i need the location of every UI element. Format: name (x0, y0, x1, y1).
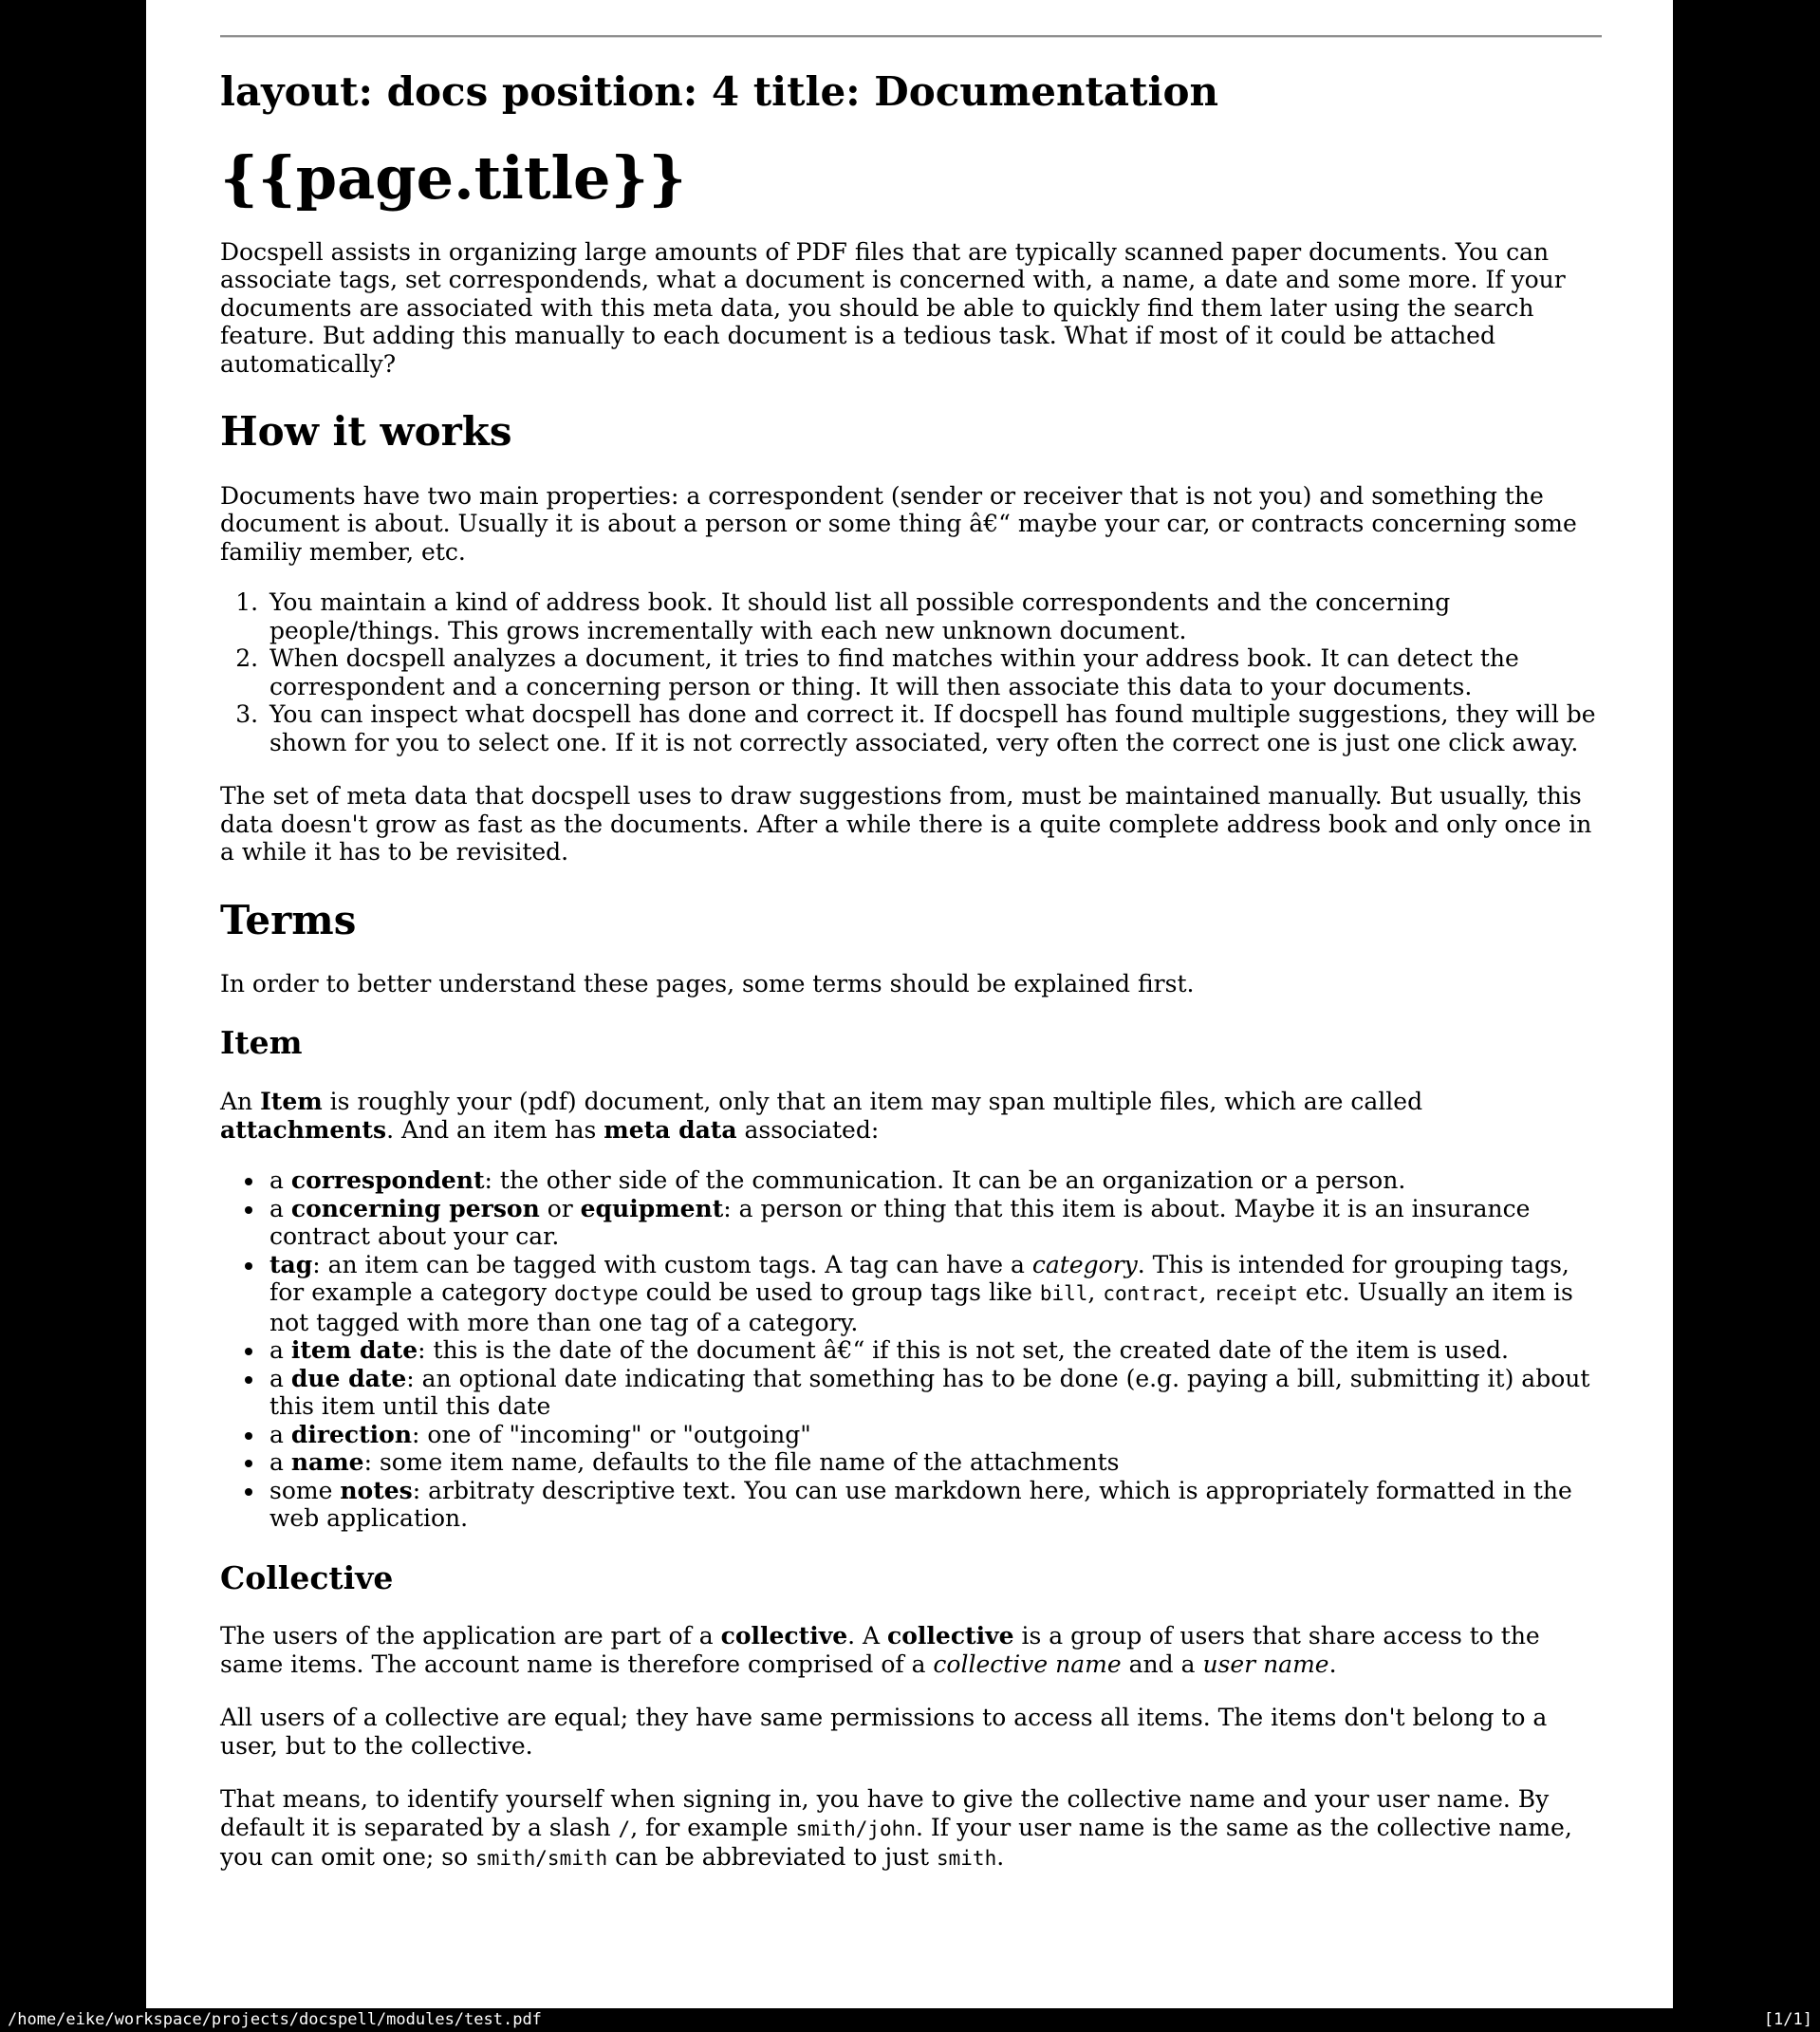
text-run: and a (1121, 1650, 1203, 1678)
text-run: . A (847, 1622, 888, 1650)
text-run: {{page.title}} (220, 143, 687, 214)
text-run: a (269, 1336, 291, 1365)
text-run: When docspell analyzes a document, it tries to find matches within your address book. It can detect the correspondent and a concerning person or thing. It will then associate this data to your documents. (269, 644, 1519, 700)
italic-run: user name (1202, 1650, 1329, 1678)
statusbar-page-indicator: [1/1] (1763, 2010, 1812, 2029)
paragraph (220, 1704, 1602, 1760)
bold-run: collective (887, 1622, 1014, 1650)
text-run: : an optional date indicating that something has to be done (e.g. paying a bill, submitting it) about this item until this date (269, 1364, 1590, 1421)
text-run: The users of the application are part of a (220, 1622, 721, 1650)
bold-run: collective (720, 1622, 848, 1650)
inline-code: smith/john (795, 1817, 916, 1840)
page-title (220, 144, 1602, 212)
text-run: : an item can be tagged with custom tags. A tag can have a (312, 1250, 1032, 1278)
text-run: Documents have two main properties: a correspondent (sender or receiver that is not you) and something the document is about. Usually it is about a person or some thing â€“ maybe your car, or contracts concerning some familiy member, etc. (220, 481, 1577, 566)
front-matter-rule (220, 35, 1602, 38)
list-item (266, 1421, 1602, 1449)
section-heading (220, 897, 1602, 944)
paragraph (220, 1785, 1602, 1874)
text-run: : arbitraty descriptive text. You can use markdown here, which is appropriately formatted in the web application. (269, 1476, 1572, 1533)
text-run: Collective (220, 1558, 394, 1596)
bold-run: concerning person (290, 1194, 540, 1222)
text-run: You maintain a kind of address book. It should list all possible correspondents and the concerning people/things. This grows incrementally with each new unknown document. (269, 588, 1451, 644)
inline-code: / (618, 1817, 631, 1840)
page-content (146, 0, 1673, 1874)
text-run: How it works (220, 408, 512, 456)
list-item (266, 644, 1602, 700)
list-item (266, 1166, 1602, 1195)
text-run: . And an item has (386, 1115, 604, 1144)
list-item (266, 1365, 1602, 1421)
text-run: a (269, 1364, 291, 1392)
text-run: An (220, 1088, 261, 1116)
bold-run: name (290, 1448, 364, 1477)
text-run: some (269, 1476, 341, 1504)
text-run: associated: (736, 1115, 880, 1144)
section-heading (220, 408, 1602, 456)
paragraph (220, 1088, 1602, 1144)
text-run: a (269, 1448, 291, 1477)
bold-run: equipment (580, 1194, 724, 1222)
inline-code: bill (1039, 1282, 1088, 1306)
bold-run: meta data (604, 1115, 737, 1144)
text-run: : one of "incoming" or "outgoing" (412, 1420, 811, 1448)
list-item (266, 1477, 1602, 1533)
ordered-list (220, 588, 1602, 756)
italic-run: collective name (933, 1650, 1122, 1678)
paragraph (220, 1622, 1602, 1678)
text-run: or (539, 1194, 581, 1222)
paragraph (220, 482, 1602, 567)
text-run: : the other side of the communication. It can be an organization or a person. (484, 1166, 1406, 1195)
text-run: , (1087, 1278, 1104, 1307)
bold-run: direction (290, 1420, 413, 1448)
text-run: etc. Usually an item is not tagged with more than one tag of a category. (269, 1278, 1573, 1336)
bold-run: item date (290, 1336, 418, 1365)
inline-code: smith/smith (475, 1847, 608, 1871)
text-run: In order to better understand these pages, some terms should be explained first. (220, 969, 1195, 997)
pdf-page (146, 0, 1673, 2008)
text-run: The set of meta data that docspell uses to draw suggestions from, must be maintained manually. But usually, this data doesn't grow as fast as the documents. After a while there is a quite complete address book and only once in a while it has to be revisited. (220, 782, 1592, 867)
inline-code: doctype (554, 1282, 639, 1306)
statusbar (0, 2008, 1820, 2032)
inline-code: receipt (1214, 1282, 1298, 1306)
front-matter-heading (220, 68, 1602, 116)
paragraph (220, 782, 1602, 867)
text-run: is a group of users that share access to the same items. The account name is therefore comprised of a (220, 1622, 1540, 1678)
text-run: , (1198, 1278, 1215, 1307)
text-run: can be abbreviated to just (607, 1843, 937, 1872)
paragraph (220, 238, 1602, 379)
text-run: You can inspect what docspell has done and correct it. If docspell has found multiple suggestions, they will be shown for you to select one. If it is not correctly associated, very often the correct one is just one click away. (269, 700, 1596, 756)
list-item (266, 1195, 1602, 1251)
bold-run: Item (260, 1088, 323, 1116)
text-run: All users of a collective are equal; they have same permissions to access all items. The items don't belong to a user, but to the collective. (220, 1704, 1548, 1760)
list-item (266, 588, 1602, 644)
list-item (266, 700, 1602, 756)
inline-code: smith (937, 1847, 997, 1871)
text-run: . (996, 1843, 1005, 1872)
text-run: : some item name, defaults to the file name of the attachments (363, 1448, 1120, 1477)
bold-run: tag (269, 1250, 313, 1278)
bold-run: notes (340, 1476, 413, 1504)
text-run: could be used to group tags like (638, 1278, 1040, 1307)
subsection-heading (220, 1024, 1602, 1062)
text-run: Item (220, 1024, 303, 1062)
subsection-heading (220, 1559, 1602, 1597)
list-item (266, 1251, 1602, 1337)
bullet-list (220, 1166, 1602, 1533)
list-item (266, 1448, 1602, 1477)
list-item (266, 1336, 1602, 1365)
text-run: a (269, 1194, 291, 1222)
text-run: . This is intended for grouping tags, for example a category (269, 1250, 1569, 1307)
inline-code: contract (1103, 1282, 1199, 1306)
italic-run: category (1031, 1250, 1138, 1278)
text-run: . (1328, 1650, 1337, 1678)
text-run: That means, to identify yourself when signing in, you have to give the collective name and your user name. By default it is separated by a slash (220, 1785, 1550, 1841)
text-run: Docspell assists in organizing large amounts of PDF files that are typically scanned paper documents. You can associate tags, set correspondends, what a document is concerned with, a name, a date and some more. If your documents are associated with this meta data, you should be able to quickly find them later using the search feature. But adding this manually to each document is a tedious task. What if most of it could be attached automatically? (220, 237, 1566, 378)
text-run: . If your user name is the same as the collective name, you can omit one; so (220, 1813, 1572, 1872)
text-run: : this is the date of the document â€“ if this is not set, the created date of the item is used. (418, 1336, 1509, 1365)
text-run: a (269, 1420, 291, 1448)
text-run: layout: docs position: 4 title: Documentation (220, 68, 1219, 115)
text-run: is roughly your (pdf) document, only that an item may span multiple files, which are called (322, 1088, 1423, 1116)
text-run: Terms (220, 896, 357, 943)
bold-run: attachments (220, 1115, 387, 1144)
bold-run: due date (290, 1364, 407, 1392)
bold-run: correspondent (290, 1166, 485, 1195)
text-run: , for example (630, 1813, 796, 1841)
paragraph (220, 970, 1602, 998)
text-run: a (269, 1166, 291, 1195)
text-run: : a person or thing that this item is about. Maybe it is an insurance contract about your car. (269, 1194, 1531, 1251)
statusbar-file-path: /home/eike/workspace/projects/docspell/modules/test.pdf (8, 2010, 542, 2029)
